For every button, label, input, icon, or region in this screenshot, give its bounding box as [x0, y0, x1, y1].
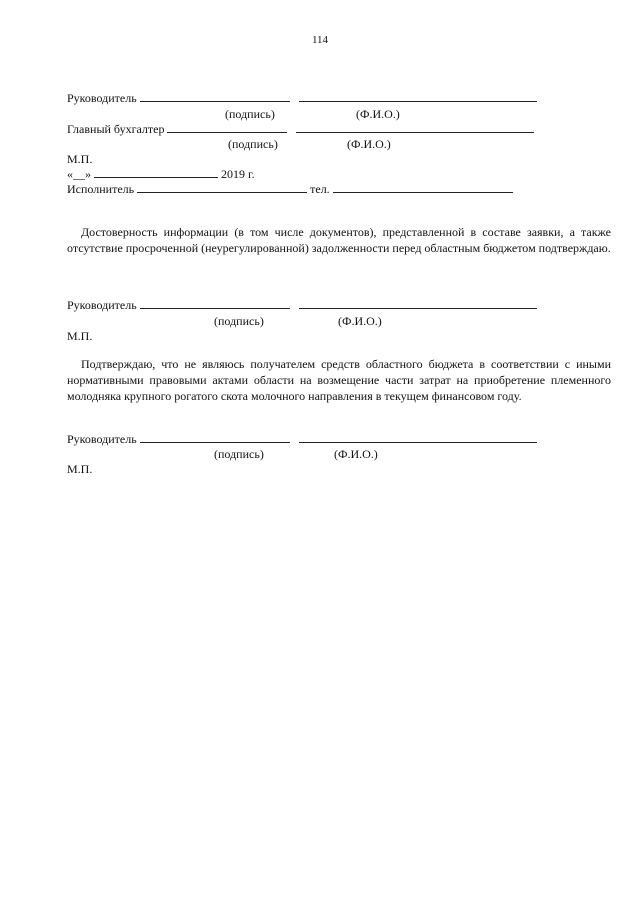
head-signature-field: [140, 91, 290, 102]
stamp-mark-3: М.П.: [67, 462, 93, 476]
confirmation-paragraph-1: Достоверность информации (в том числе документов), представленной в составе заявки, а также отсутствие просроченной (неурегулированной) задолженности перед областным бюджетом подтверждаю.: [67, 225, 611, 255]
head-label-3: Руководитель: [67, 432, 137, 446]
page-number: 114: [311, 34, 329, 46]
head-signature-line: [67, 91, 537, 106]
accountant-signature-field: [167, 122, 287, 133]
head-name-field-2: [299, 298, 537, 309]
head-signature-caption-3: (подпись): [214, 447, 264, 461]
head-name-field-3: [299, 432, 537, 443]
date-year: 2019 г.: [221, 167, 255, 181]
head-label: Руководитель: [67, 91, 137, 105]
executor-label: Исполнитель: [67, 182, 135, 196]
phone-label: тел.: [310, 182, 330, 196]
head-name-field: [299, 91, 537, 102]
accountant-label: Главный бухгалтер: [67, 122, 165, 136]
head-signature-line-3: [67, 432, 537, 447]
head-signature-field-2: [140, 298, 290, 309]
accountant-name-field: [296, 122, 534, 133]
head-signature-line-2: [67, 298, 537, 313]
accountant-signature-line: [67, 122, 534, 137]
executor-field: [137, 182, 307, 193]
head-name-caption: (Ф.И.О.): [356, 107, 400, 121]
date-month-field: [94, 167, 218, 178]
head-name-caption-3: (Ф.И.О.): [334, 447, 378, 461]
accountant-name-caption: (Ф.И.О.): [347, 137, 391, 151]
confirmation-paragraph-2: Подтверждаю, что не являюсь получателем средств областного бюджета в соответствии с иными нормативными правовыми актами области на возмещение части затрат на приобретение племенного молодняка крупного рогатого скота молочного направления в текущем финансовом году.: [67, 357, 611, 403]
stamp-mark: М.П.: [67, 152, 93, 166]
stamp-mark-2: М.П.: [67, 329, 93, 343]
head-signature-caption: (подпись): [225, 107, 275, 121]
head-signature-caption-2: (подпись): [214, 314, 264, 328]
accountant-signature-caption: (подпись): [228, 137, 278, 151]
date-day: «__»: [67, 167, 91, 181]
date-line: [67, 167, 255, 182]
head-name-caption-2: (Ф.И.О.): [338, 314, 382, 328]
head-signature-field-3: [140, 432, 290, 443]
executor-line: [67, 182, 513, 197]
phone-field: [333, 182, 513, 193]
head-label-2: Руководитель: [67, 298, 137, 312]
